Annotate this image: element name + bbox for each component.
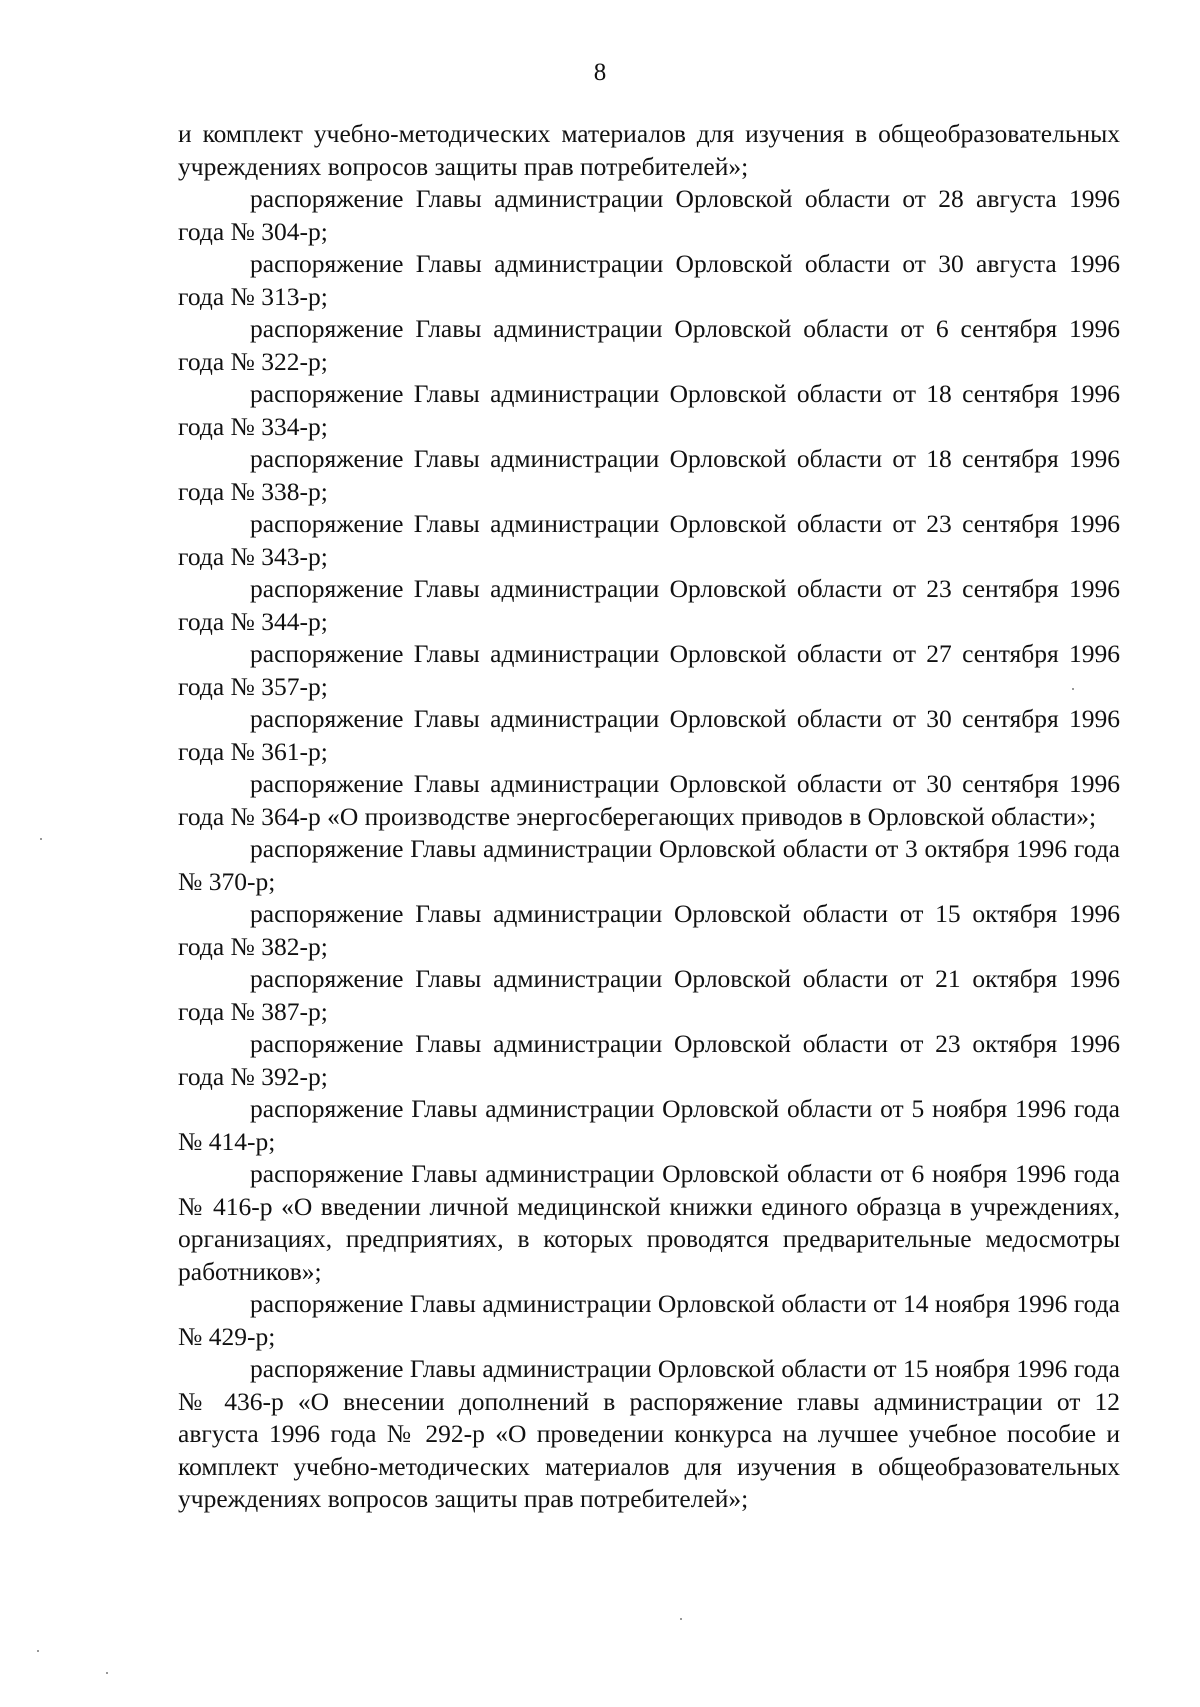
paragraph-decree-344: распоряжение Главы администрации Орловской области от 23 сентября 1996 года № 344-р; — [178, 574, 1120, 636]
paragraph-decree-429: распоряжение Главы администрации Орловской области от 14 ноября 1996 года № 429-р; — [178, 1289, 1120, 1351]
page-number: 8 — [593, 59, 607, 86]
paragraph-decree-304: распоряжение Главы администрации Орловской области от 28 августа 1996 года № 304-р; — [178, 184, 1120, 246]
document-body — [178, 118, 1120, 1516]
scan-speck — [106, 1672, 108, 1674]
paragraph-decree-338: распоряжение Главы администрации Орловской области от 18 сентября 1996 года № 338-р; — [178, 444, 1120, 506]
paragraph-continuation: и комплект учебно-методических материалов для изучения в общеобразовательных учреждениях вопросов защиты прав потребителей»; — [178, 119, 1120, 181]
paragraph-decree-322: распоряжение Главы администрации Орловской области от 6 сентября 1996 года № 322-р; — [178, 314, 1120, 376]
paragraph-decree-364: распоряжение Главы администрации Орловской области от 30 сентября 1996 года № 364-р «О производстве энергосберегающих приводов в Орловской области»; — [178, 769, 1120, 831]
paragraph-decree-334: распоряжение Главы администрации Орловской области от 18 сентября 1996 года № 334-р; — [178, 379, 1120, 441]
scan-speck — [680, 1618, 682, 1620]
paragraph-decree-416: распоряжение Главы администрации Орловской области от 6 ноября 1996 года № 416-р «О введении личной медицинской книжки единого образца в учреждениях, организациях, предприятиях, в которых проводятся предварительные медосмотры работников»; — [178, 1159, 1120, 1286]
paragraph-decree-361: распоряжение Главы администрации Орловской области от 30 сентября 1996 года № 361-р; — [178, 704, 1120, 766]
paragraph-decree-436: распоряжение Главы администрации Орловской области от 15 ноября 1996 года № 436-р «О внесении дополнений в распоряжение главы администрации от 12 августа 1996 года № 292-р «О проведении конкурса на лучшее учебное пособие и комплект учебно-методических материалов для изучения в общеобразовательных учреждениях вопросов защиты прав потребителей»; — [178, 1354, 1120, 1513]
paragraph-decree-370: распоряжение Главы администрации Орловской области от 3 октября 1996 года № 370-р; — [178, 834, 1120, 896]
scan-speck — [1072, 688, 1074, 690]
paragraph-decree-313: распоряжение Главы администрации Орловской области от 30 августа 1996 года № 313-р; — [178, 249, 1120, 311]
scan-speck — [40, 838, 42, 840]
scan-speck — [37, 1650, 39, 1652]
paragraph-decree-343: распоряжение Главы администрации Орловской области от 23 сентября 1996 года № 343-р; — [178, 509, 1120, 571]
paragraph-decree-392: распоряжение Главы администрации Орловской области от 23 октября 1996 года № 392-р; — [178, 1029, 1120, 1091]
paragraph-decree-387: распоряжение Главы администрации Орловской области от 21 октября 1996 года № 387-р; — [178, 964, 1120, 1026]
paragraph-decree-357: распоряжение Главы администрации Орловской области от 27 сентября 1996 года № 357-р; — [178, 639, 1120, 701]
paragraph-decree-414: распоряжение Главы администрации Орловской области от 5 ноября 1996 года № 414-р; — [178, 1094, 1120, 1156]
paragraph-decree-382: распоряжение Главы администрации Орловской области от 15 октября 1996 года № 382-р; — [178, 899, 1120, 961]
